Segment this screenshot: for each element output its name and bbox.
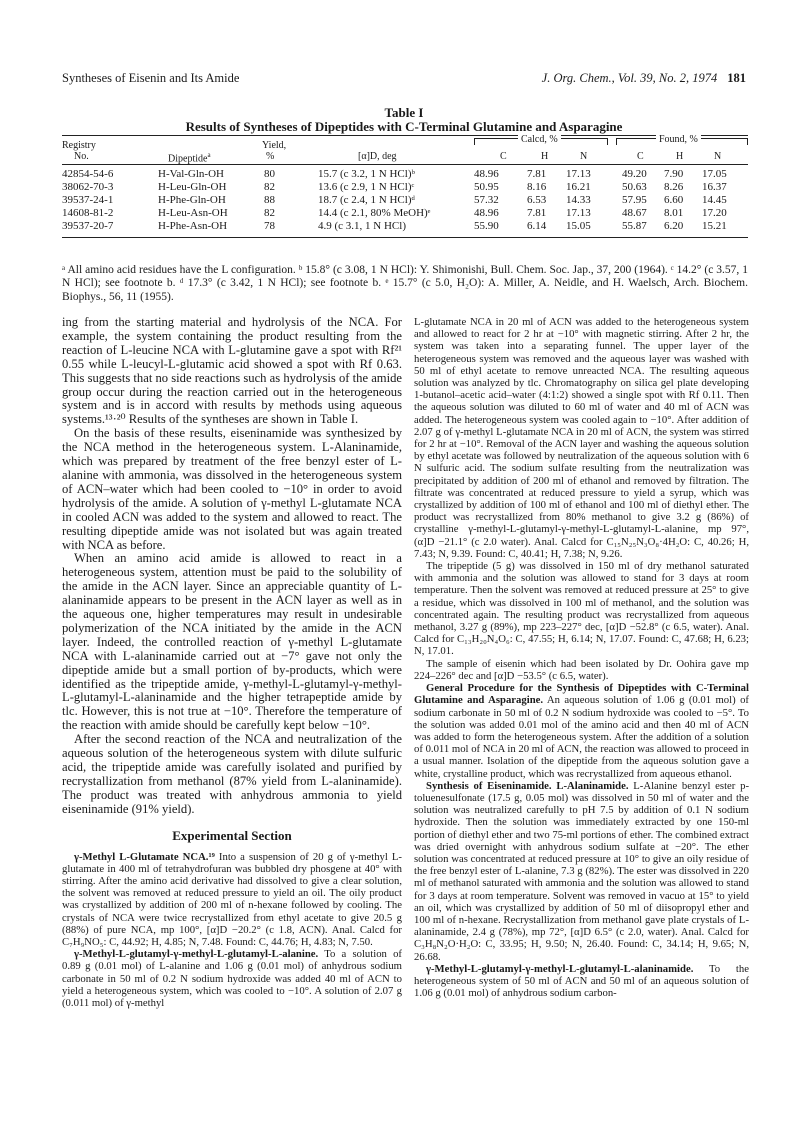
header-found-c: C (637, 151, 644, 162)
cell-rotation: 4.9 (c 3.1, 1 N HCl) (318, 220, 406, 232)
cell-calc-h: 7.81 (527, 207, 547, 219)
cell-registry: 39537-20-7 (62, 220, 114, 232)
header-found: Found, % (656, 134, 701, 145)
table-row (0, 220, 808, 232)
cell-dipeptide: H-Leu-Gln-OH (158, 181, 227, 193)
table-row (0, 181, 808, 193)
cell-rotation: 18.7 (c 2.4, 1 N HCl)ᵈ (318, 194, 415, 206)
body-paragraph: When an amino acid amide is allowed to react in a heterogeneous system, attention must be paid to the solubility of the amide in the ACN layer. Since an appreciable quantity of L-alaninamide appears to be present in the ACN layer as well as in the aqueous one, higher temperatures may result in undesirable polymerization of the NCA initiated by the amide in the ACN layer. Indeed, the controlled reaction of γ-methyl L-glutamate NCA with L-alaninamide carried out at −7° gave not only the dipeptide amide but a small portion of by-products, which were identified as the tripeptide amide, γ-methyl-L-glutamyl-γ-methyl-L-glutamyl-L-alaninamide and the higher tetrapeptide amide by tlc. However, this is not true at −10°. Therefore the temperature of the reaction with amide should be carefully kept below −10°. (62, 551, 402, 733)
cell-dipeptide: H-Val-Gln-OH (158, 168, 224, 180)
header-registry: Registry (62, 140, 96, 151)
left-column (62, 316, 402, 1009)
running-header-citation (542, 71, 746, 86)
experimental-paragraph: The sample of eisenin which had been isolated by Dr. Oohira gave mp 224–226° dec and [α]D −53.5° (c 6.5, water). (414, 657, 749, 682)
header-calcd: Calcd, % (518, 134, 561, 145)
cell-calc-n: 17.13 (566, 168, 591, 180)
cell-registry: 42854-54-6 (62, 168, 114, 180)
table-row (0, 168, 808, 180)
cell-registry: 14608-81-2 (62, 207, 114, 219)
cell-calc-c: 57.32 (474, 194, 499, 206)
cell-calc-c: 55.90 (474, 220, 499, 232)
experimental-heading: γ-Methyl L-Glutamate NCA.¹⁹ (74, 850, 215, 863)
table-top-rule (62, 135, 748, 136)
header-found-h: H (676, 151, 684, 162)
cell-calc-c: 48.96 (474, 168, 499, 180)
experimental-paragraph: The tripeptide (5 g) was dissolved in 150 ml of dry methanol saturated with ammonia and the solution was allowed to stand for 3 days at room temperature. Then the solvent was removed at reduced pressure at 25° to give a residue, which was dissolved in 100 ml of methanol, and the solution was concentrated again. The resulting product was recrystallized from aqueous methanol, 3.27 g (89%), mp 223–227° dec, [α]D −52.8° (c 6.5, water). Anal. Calcd for C₁₃H₂₀N₄O₆: C, 47.55; H, 6.14; N, 17.07. Found: C, 47.68; H, 6.23; N, 17.01. (414, 560, 749, 658)
table-title: Results of Syntheses of Dipeptides with C-Terminal Glutamine and Asparagine (185, 119, 623, 134)
cell-calc-h: 8.16 (527, 181, 547, 193)
experimental-body: To the heterogeneous system of 50 ml of ACN and 50 ml of an aqueous solution of 1.06 g (0.01 mol) of anhydrous sodium carbon- (414, 962, 749, 1000)
cell-registry: 39537-24-1 (62, 194, 114, 206)
cell-calc-h: 7.81 (527, 168, 547, 180)
cell-dipeptide: H-Leu-Asn-OH (158, 207, 228, 219)
header-calc-c: C (500, 151, 507, 162)
cell-found-c: 55.87 (622, 220, 647, 232)
cell-calc-n: 16.21 (566, 181, 591, 193)
header-calc-n: N (580, 151, 588, 162)
header-calc-h: H (541, 151, 549, 162)
cell-calc-c: 50.95 (474, 181, 499, 193)
header-found-n: N (714, 151, 722, 162)
experimental-paragraph (414, 682, 749, 780)
cell-found-h: 8.26 (664, 181, 684, 193)
cell-calc-h: 6.53 (527, 194, 547, 206)
experimental-heading: γ-Methyl-L-glutamyl-γ-methyl-L-glutamyl-L-alanine. (74, 948, 319, 961)
body-paragraph: After the second reaction of the NCA and neutralization of the aqueous solution of the heterogeneous system with dilute sulfuric acid, the tripeptide amide was carefully isolated and purified by recrystallization from methanol (87% yield from L-alaninamide). The product was treated with anhydrous ammonia to yield eiseninamide (91% yield). (62, 732, 402, 816)
running-header-title: Syntheses of Eisenin and Its Amide (62, 71, 240, 85)
cell-calc-c: 48.96 (474, 207, 499, 219)
table-label: Table I (384, 105, 424, 120)
cell-yield: 82 (264, 181, 275, 193)
table-header-rule (62, 164, 748, 165)
cell-dipeptide: H-Phe-Gln-OH (158, 194, 226, 206)
experimental-body: To a solution of 0.89 g (0.01 mol) of L-alanine and 1.06 g (0.01 mol) of anhydrous sodium carbonate in 50 ml of 0.2 N sodium hydroxide was added 40 ml of ACN to yield a heterogeneous system, which was cooled to −10°. A solution of 2.07 g (0.011 mol) of γ-methyl (62, 948, 402, 1009)
header-dipeptide-label: Dipeptide (168, 153, 208, 165)
cell-found-n: 15.21 (702, 220, 727, 232)
experimental-paragraph: L-glutamate NCA in 20 ml of ACN was added to the heterogeneous system and allowed to react for 2 hr at −10° with magnetic stirring. After 2 hr, the system was taken into a separating funnel. The upper layer of the heterogeneous system was removed and the aqueous layer was washed with 50 ml of ethyl acetate to remove unreacted NCA. The resulting aqueous solution was analyzed by tlc. Chromatography on silica gel plate developing 1-butanol–acetic acid–water (4:1:2) showed a single spot with Rf 0.11. Then the aqueous solution was diluted to 60 ml of water and 40 ml of ACN was added. The heterogeneous system was cooled again to −10°. After addition of 2.07 g of γ-methyl L-glutamate NCA in 20 ml of ACN, the system was stirred for 2 hr at −10°. Removal of the ACN layer and washing the aqueous solution by ethyl acetate was followed by neutralization of the aqueous solution with 6 N sulfuric acid. The sodium sulfate resulting from the neutralization was precipitated by addition of 200 ml of ethanol and removed by filtration. The filtrate was concentrated at reduced pressure to yield a syrup, which was crystallized by addition of 100 ml of ethanol and 100 ml of diethyl ether. The product was recrystallized from 80% methanol to give 3.2 g (86%) of crystalline γ-methyl-L-glutamyl-γ-methyl-L-glutamyl-L-alanine, mp 97°, (α]D −21.1° (c 2.0 water). Anal. Calcd for C₁₅N₂₅N₃O₈·4H₂O: C, 40.26; H, 7.43; N, 9.39. Found: C, 40.41; H, 7.38; N, 9.26. (414, 316, 749, 560)
cell-calc-h: 6.14 (527, 220, 547, 232)
experimental-body: An aqueous solution of 1.06 g (0.01 mol) of sodium carbonate in 50 ml of 0.2 N sodium hydroxide was cooled to −5°. To the solution was added 0.01 mol of the amino acid and then 40 ml of ACN was added to form the heterogeneous system. After the addition of a solution of 0.011 mol of NCA in 20 ml of ACN, the reaction was allowed to proceed in a usual manner. Isolation of the dipeptide from the aqueous solution gave a white, crystalline product, which was recrystallized from aqueous ethanol. (414, 694, 750, 780)
cell-found-n: 14.45 (702, 194, 727, 206)
cell-dipeptide: H-Phe-Asn-OH (158, 220, 228, 232)
cell-found-h: 8.01 (664, 207, 684, 219)
journal-citation: J. Org. Chem., Vol. 39, No. 2, 1974 (541, 71, 718, 85)
cell-yield: 88 (264, 194, 275, 206)
cell-found-n: 17.05 (702, 168, 727, 180)
body-paragraph: ing from the starting material and hydrolysis of the NCA. For example, the system containing the product resulting from the reaction of L-leucine NCA with L-glutamine gave a spot with Rf²¹ 0.55 while L-leucyl-L-glutamic acid showed a spot with Rf 0.63. This suggests that no side reactions such as hydrolysis of the amide group occur during the reaction carried out in the heterogeneous system and is in accord with results by methods using aqueous systems.¹³·²⁰ Results of the syntheses are shown in Table I. (62, 315, 402, 427)
header-yield-unit: % (266, 151, 275, 162)
header-dipeptide (168, 151, 211, 164)
cell-yield: 78 (264, 220, 275, 232)
cell-found-c: 49.20 (622, 168, 647, 180)
cell-found-c: 50.63 (622, 181, 647, 193)
header-yield: Yield, (262, 140, 287, 151)
page-number: 181 (727, 71, 746, 85)
header-rotation: [α]D, deg (358, 151, 397, 162)
cell-rotation: 14.4 (c 2.1, 80% MeOH)ᵉ (318, 207, 431, 219)
cell-found-h: 6.60 (664, 194, 684, 206)
table-footnote: ᵃ All amino acid residues have the L configuration. ᵇ 15.8° (c 3.08, 1 N HCl): Y. Shimonishi, Bull. Chem. Soc. Jap., 37, 200 (1964). ᶜ 14.2° (c 3.57, 1 N HCl); see footnote b. ᵈ 17.3° (c 3.42, 1 N HCl); see footnote b. ᵉ 15.7° (c 5.0, H₂O): A. Miller, A. Neidle, and H. Waelsch, Arch. Biochem. Biophys., 56, 11 (1955). (62, 264, 748, 303)
cell-yield: 82 (264, 207, 275, 219)
cell-rotation: 15.7 (c 3.2, 1 N HCl)ᵇ (318, 168, 415, 180)
table-row (0, 194, 808, 206)
cell-found-h: 6.20 (664, 220, 684, 232)
section-heading: Experimental Section (172, 827, 292, 843)
table-bottom-rule (62, 237, 748, 238)
experimental-body: L-Alanine benzyl ester p-toluenesulfonate (17.5 g, 0.05 mol) was dissolved in 50 ml of water and the solution was neutralized carefully to pH 7.5 by addition of 0.1 N sodium hydroxide. Then the solution was immediately extracted by one 150-ml portion of diethyl ether and two 75-ml portions of ether. The combined extract was dried overnight with anhydrous sodium sulfate at −20°. The ether solution was concentrated at reduced pressure at 10° to give an oily residue of the free benzyl ester of L-alanine, 7.3 g (82%). The ester was dissolved in 220 ml of methanol saturated with ammonia and the solution was allowed to stand for 3 days at room temperature. Solvent was removed in vacuo at 15° to yield an oil, which was crystallized by addition of 50 ml of diisopropyl ether and 100 ml of n-hexane. Recrystallization from methanol gave plate crystals of L-alaninamide, 2.4 g (78%), mp 72°, [α]D 6.5° (c 2.0, water). Anal. Calcd for C₃H₈N₂O·H₂O: C, 33.95; H, 9.50; N, 26.40. Found: C, 34.14; H, 9.65; N, 26.68. (414, 779, 749, 963)
cell-found-c: 57.95 (622, 194, 647, 206)
cell-found-h: 7.90 (664, 168, 684, 180)
cell-calc-n: 15.05 (566, 220, 591, 232)
cell-found-c: 48.67 (622, 207, 647, 219)
right-column (414, 316, 749, 999)
header-dipeptide-footnote-mark: a (207, 151, 211, 159)
experimental-body: Into a suspension of 20 g of γ-methyl L-glutamate in 400 ml of tetrahydrofuran was bubbled dry phosgene at 40° with stirring. After the amino acid derivative had dissolved to give a clear solution, the solvent was removed at reduced pressure to yield an oil. The oily product was crystallized by addition of 200 ml of n-hexane followed by cooling. The crystals of NCA were twice recrystallized from ethyl acetate to give 20.5 g (88%) of pure NCA, mp 100°, [α]D −20.2° (c 1.8, ACN). Anal. Calcd for C₇H₉NO₅: C, 44.92; H, 4.85; N, 7.48. Found: C, 44.76; H, 4.83; N, 7.50. (62, 850, 402, 948)
cell-rotation: 13.6 (c 2.9, 1 N HCl)ᶜ (318, 181, 415, 193)
experimental-paragraph (414, 963, 749, 1000)
experimental-heading: γ-Methyl-L-glutamyl-γ-methyl-L-glutamyl-L-alaninamide. (426, 962, 694, 975)
cell-calc-n: 14.33 (566, 194, 591, 206)
cell-yield: 80 (264, 168, 275, 180)
experimental-paragraph (62, 851, 402, 949)
header-registry-no: No. (74, 151, 89, 162)
cell-registry: 38062-70-3 (62, 181, 114, 193)
table-row (0, 207, 808, 219)
cell-found-n: 17.20 (702, 207, 727, 219)
experimental-paragraph (62, 948, 402, 1009)
cell-calc-n: 17.13 (566, 207, 591, 219)
experimental-heading: General Procedure for the Synthesis of Dipeptides with C-Terminal Glutamine and Asparagine. (414, 682, 749, 707)
experimental-heading: Synthesis of Eiseninamide. L-Alaninamide. (426, 779, 629, 792)
body-paragraph: On the basis of these results, eiseninamide was synthesized by the NCA method in the heterogeneous system. L-Alaninamide, which was prepared by treatment of the free benzyl ester of L-alanine with ammonia, was dissolved in the heterogeneous system of ACN–water which had been cooled to −10° in order to avoid hydrolysis of the amide. A solution of γ-methyl L-glutamate NCA in cooled ACN was added to the system and allowed to react. The resulting dipeptide amide was not isolated but was again treated with NCA as before. (62, 426, 402, 552)
cell-found-n: 16.37 (702, 181, 727, 193)
experimental-paragraph (414, 780, 749, 963)
